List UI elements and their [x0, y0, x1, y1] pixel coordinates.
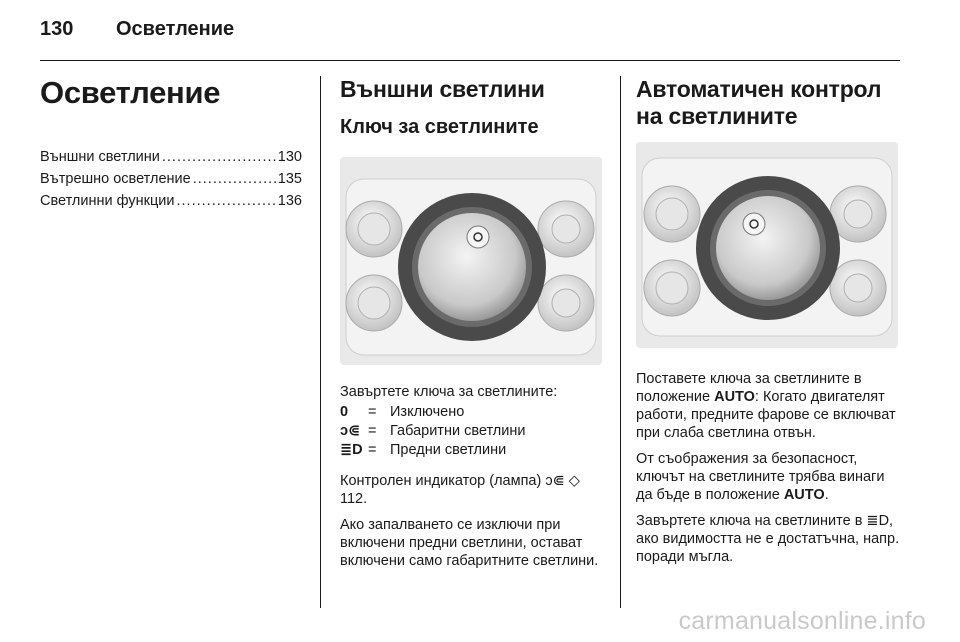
auto-light-switch-illustration: [636, 142, 898, 348]
toc-entry-title: Светлинни функции: [40, 193, 175, 209]
legend-text: Габаритни светлини: [390, 423, 526, 439]
chapter-column: [40, 76, 302, 212]
switch-positions-legend: [340, 403, 604, 460]
auto-light-switch-photo: [636, 142, 898, 348]
toc-entry-title: Вътрешно осветление: [40, 171, 191, 187]
page-number: 130: [40, 18, 74, 40]
auto-label: AUTO: [783, 487, 825, 503]
legend-text: Изключено: [390, 404, 465, 420]
exterior-lights-column: [340, 76, 604, 570]
toc-entry[interactable]: [40, 190, 302, 212]
toc-entry-page: 130: [277, 149, 302, 165]
automatic-light-control-column: [636, 76, 900, 566]
side-lights-icon: ᴐ⋐: [340, 423, 361, 439]
toc-leader: [193, 168, 276, 190]
section-title: Външни светлини: [340, 76, 545, 102]
legend-row: 0 = Изключено: [340, 404, 465, 420]
auto-label: AUTO: [714, 389, 755, 405]
header-rule: [40, 60, 900, 61]
toc-leader: [177, 190, 276, 212]
column-divider: [620, 76, 621, 608]
headlights-icon: ≣D: [340, 442, 363, 458]
legend-text: Предни светлини: [390, 442, 507, 458]
toc-entry-page: 136: [277, 193, 302, 209]
toc-entry[interactable]: [40, 146, 302, 168]
toc-entry[interactable]: [40, 168, 302, 190]
running-title: Осветление: [116, 18, 235, 40]
table-of-contents: [40, 146, 302, 212]
auto-position-paragraph: Поставете ключа за светлините в положение AUTO: Когато двигателят работи, предните фарове се включват при слаба светлина отвън.: [636, 371, 896, 441]
toc-entry-title: Външни светлини: [40, 149, 160, 165]
subsection-title: Ключ за светлините: [340, 116, 539, 138]
light-switch-photo: [340, 157, 602, 365]
off-symbol: 0: [340, 404, 349, 420]
watermark: carmanualsonline.info: [678, 607, 926, 635]
svg-text:0: 0: [440, 190, 447, 202]
ignition-note: Ако запалването се изключи при включени предни светлини, остават включени само габаритните светлини.: [340, 517, 599, 569]
chapter-title: Осветление: [40, 75, 221, 110]
toc-leader: [162, 146, 276, 168]
indicator-reference: Контролен индикатор (лампа) ᴐ⋐ ◇ 112.: [340, 473, 580, 507]
fog-paragraph: Завъртете ключа на светлините в ≣D, ако видимостта не е достатъчна, напр. поради мъгла.: [636, 513, 900, 565]
section-title: Автоматичен контрол на светлините: [636, 76, 882, 129]
legend-row: ≣D = Предни светлини: [340, 442, 507, 458]
light-switch-illustration: [340, 157, 602, 365]
safety-paragraph: От съображения за безопасност, ключът на светлините трябва винаги да бъде в положение AUTO.: [636, 451, 885, 503]
legend-row: ᴐ⋐ = Габаритни светлини: [340, 423, 526, 439]
running-header: [40, 18, 234, 48]
toc-entry-page: 135: [277, 171, 302, 187]
instruction-text: Завъртете ключа за светлините:: [340, 384, 558, 400]
column-divider: [320, 76, 321, 608]
